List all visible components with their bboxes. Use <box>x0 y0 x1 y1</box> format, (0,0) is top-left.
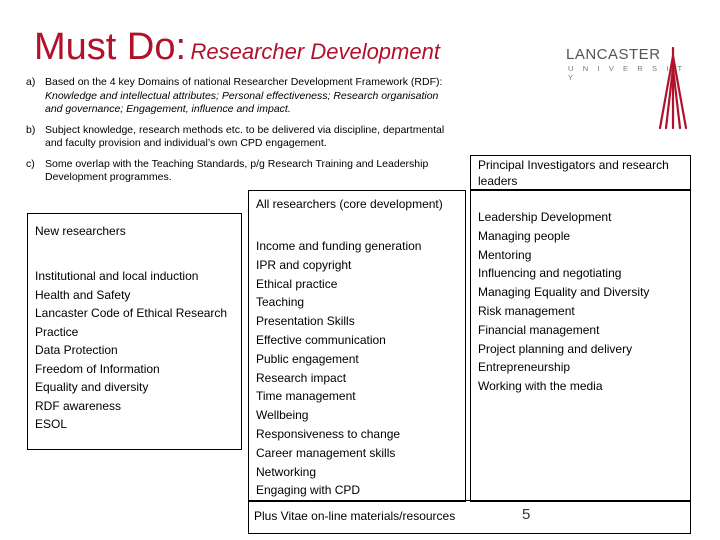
point-marker: a) <box>26 76 36 88</box>
list-item: IPR and copyright <box>256 257 352 272</box>
lancaster-logo <box>566 46 692 130</box>
point-marker: b) <box>26 123 36 136</box>
list-item: Lancaster Code of Ethical Research <box>35 306 228 320</box>
list-item: Managing Equality and Diversity <box>478 285 650 300</box>
list-item: Working with the media <box>478 379 603 394</box>
list-item: Data Protection <box>35 343 118 357</box>
list-item: Career management skills <box>256 445 396 460</box>
list-item: Wellbeing <box>256 408 309 423</box>
list-item: Leadership Development <box>478 210 612 224</box>
list-item: Equality and diversity <box>35 380 149 394</box>
list-item: Freedom of Information <box>35 361 160 376</box>
pi-box <box>470 190 691 502</box>
point-text <box>45 76 456 117</box>
core-development-list <box>256 237 421 500</box>
list-item: Influencing and negotiating <box>478 266 622 281</box>
list-item: Responsiveness to change <box>256 426 401 441</box>
list-item: Engaging with CPD <box>256 483 361 498</box>
list-item: ESOL <box>35 417 68 431</box>
list-item: RDF awareness <box>35 398 122 413</box>
core-development-header: All researchers (core development) <box>256 197 443 211</box>
list-item: Risk management <box>478 303 575 318</box>
page-number: 5 <box>522 506 531 523</box>
point-marker: c) <box>26 157 35 170</box>
list-item: Networking <box>256 464 317 479</box>
list-item: Income and funding generation <box>256 239 422 253</box>
new-researchers-list <box>35 267 227 434</box>
vitae-resources-box <box>248 500 691 534</box>
list-item: Project planning and delivery <box>478 341 633 356</box>
pi-header: Principal Investigators and research leaders <box>478 158 669 188</box>
list-item: Managing people <box>478 228 571 243</box>
core-development-box <box>248 190 466 502</box>
point-italic: Knowledge and intellectual attributes; Personal effectiveness; Research organisation and governance; Engagement, influence and impact. <box>45 89 439 115</box>
new-researchers-header: New researchers <box>35 224 126 238</box>
vitae-resources-text: Plus Vitae on-line materials/resources <box>254 509 456 523</box>
list-item: Effective communication <box>256 332 386 347</box>
list-item: Ethical practice <box>256 276 338 291</box>
list-item: Public engagement <box>256 351 359 366</box>
list-item: Presentation Skills <box>256 314 355 329</box>
list-item: Financial management <box>478 322 600 337</box>
logo-emblem-icon <box>656 46 690 130</box>
list-item: Institutional and local induction <box>35 269 199 283</box>
list-item: Time management <box>256 389 356 404</box>
logo-wordmark: LANCASTER <box>566 46 661 63</box>
list-item: Health and Safety <box>35 287 131 302</box>
title-main: Must Do: <box>34 26 187 68</box>
list-item: Research impact <box>256 370 347 385</box>
point-a <box>26 76 456 117</box>
slide-title <box>34 26 440 69</box>
pi-list <box>478 208 649 396</box>
list-item: Practice <box>35 324 79 339</box>
framework-points <box>26 76 456 192</box>
logo-subword: U N I V E R S I T Y <box>568 64 686 82</box>
point-c <box>26 158 456 185</box>
point-text: Some overlap with the Teaching Standards, p/g Research Training and Leadership Development programmes. <box>45 157 429 183</box>
new-researchers-box <box>27 213 242 450</box>
list-item: Teaching <box>256 295 305 310</box>
pi-header-box <box>470 155 691 190</box>
list-item: Mentoring <box>478 247 532 262</box>
point-text: Subject knowledge, research methods etc. to be delivered via discipline, departmental and faculty provision and individual’s own CPD engagement. <box>45 123 445 149</box>
point-plain: Based on the 4 key Domains of national Researcher Development Framework (RDF): <box>45 76 443 88</box>
point-b <box>26 124 456 151</box>
list-item: Entrepreneurship <box>478 360 571 375</box>
title-subtitle: Researcher Development <box>190 39 440 64</box>
